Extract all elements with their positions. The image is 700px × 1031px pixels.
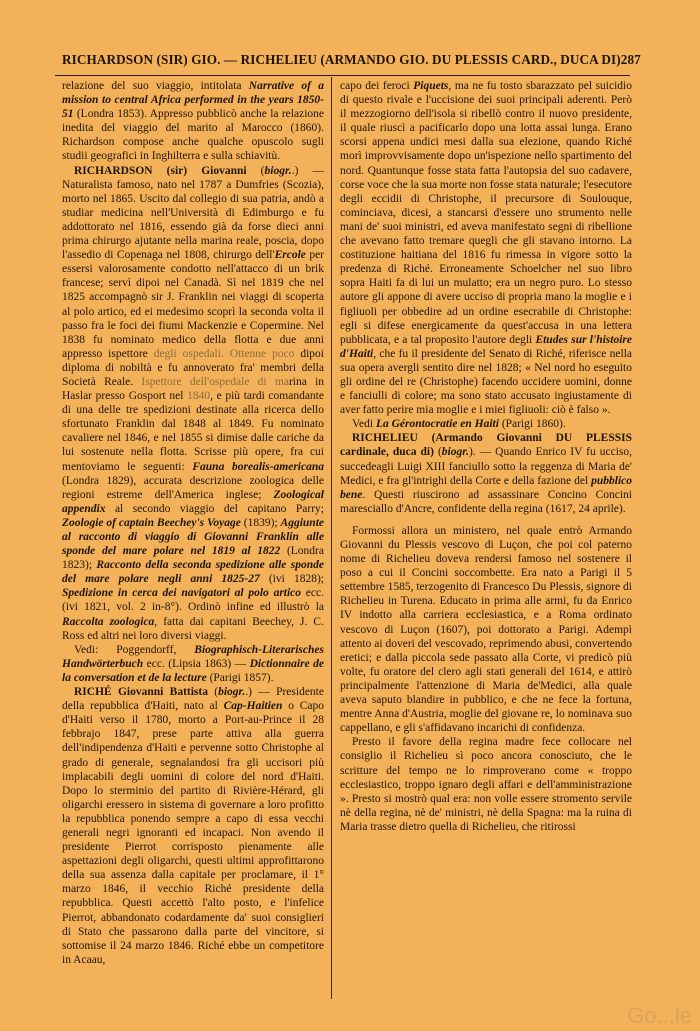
running-title: RICHARDSON (SIR) GIO. — RICHELIEU (ARMANDO GIO. DU PLESSIS CARD., DUCA DI) xyxy=(62,52,621,67)
work-title: Zoological appendix xyxy=(62,488,324,515)
work-title: La Gérontocratie en Haiti xyxy=(375,418,499,431)
running-header xyxy=(62,52,641,68)
faded-text: Ispettore dell'ospedale di ma xyxy=(141,375,289,388)
entry-richardson-giovanni: RICHARDSON (sir) Giovanni (biogr..) — Naturalista famoso, nato nel 1787 a Dumfries (Scozia), morto nel 1865. Uscito dal collegio di sua patria, andò a studiar medicina nell'Università di Edimburgo e fu addottorato nel 1816, essendo già da forse dieci anni prima chirurgo ajutante nella marina reale, poscia, dopo l'assedio di Copenaga nel 1808, chirurgo dell'Ercole per essersi valorosamente condotto nell'attacco di un brik francese; servì dipoi nel Canadà. Sì nel 1819 che nel 1825 accompagnò sir J. Franklin nei viaggi di scoperta al polo artico, ed ei medesimo scoprì la seconda volta il passo fra le foci dei fiumi Mackenzie e Copermine. Nel 1838 fu nominato medico della flotta e due anni appresso ispettore degli ospedali. Ottenne poco dipoi diploma di nobiltà e fu annoverato fra' membri della Società Reale. Ispettore dell'ospedale di marina in Haslar presso Gosport nel 1840, e più tardi comandante di una delle tre spedizioni destinate alla ricerca dello sfortunato Franklin dal 1848 al 1849. Fu nominato cavaliere nel 1846, e nel 1855 si dimise dalle cariche da lui sostenute nella flotta. Scrisse più opere, fra cui mentoviamo le seguenti: Fauna borealis-americana (Londra 1829), accurata descrizione zoologica delle regioni estreme dell'America inglese; Zoological appendix al secondo viaggio del capitano Parry; Zoologie of captain Beechey's Voyage (1839); Aggiunte al racconto di viaggio di Giovanni Franklin alle sponde del mare polare nel 1819 al 1822 (Londra 1823); Racconto della seconda spedizione alle sponde del mare polare negli anni 1825-27 (ivi 1828); Spedizione in cerca dei navigatori al polo artico ecc. (ivi 1821, vol. 2 in-8°). Ordinò infine ed illustrò la Raccolta zoologica, fatta dai capitani Beechey, J. C. Ross ed altri nei loro diversi viaggi. xyxy=(62,164,325,642)
entry-category: biogr. xyxy=(218,686,246,699)
faded-text: 1840 xyxy=(187,390,211,403)
work-title: Fauna borealis-americana xyxy=(192,460,324,473)
left-column xyxy=(62,79,324,967)
page-number: 287 xyxy=(620,52,641,67)
entry-category: biogr. xyxy=(264,164,292,177)
entry-riche: RICHÉ Giovanni Battista (biogr..) — Presidente della repubblica d'Haiti, nato al Cap-Haitien o Capo d'Haiti verso il 1780, morto a Port-au-Prince il 28 febbrajo 1847, prese parte attiva alla guerra dell'indipendenza d'Haiti e pervenne sotto Christophe al grado di generale, segnalandosi fra gli uccisori più implacabili degli uomini di colore del nord d'Haiti. Dopo lo sterminio del partito di Rivière-Hérard, gli oligarchi eressero in sistema di governare a loro profitto la repubblica ponendo sempre a capo di essa vecchi generali negri ignoranti ed incapaci. Non avendo il presidente Pierrot corrisposto pienamente alle aspettazioni degli oligarchi, questi ultimi approfittarono della sua assenza dalla capitale per proclamare, il 1° marzo 1846, il vecchio Riché presidente della repubblica. Questi accettò l'alto posto, e l'infelice Pierrot, abbandonato codardamente da' suoi consiglieri di Stato che passarono dalla parte del vincitore, si sottomise il 24 marzo 1846. Riché ebbe un competitore in Acaau, xyxy=(62,686,325,966)
paragraph-richelieu-council: Presto il favore della regina madre fece collocare nel consiglio il Richelieu sì poco ancora conosciuto, che le scritture del tempo ne lo rimproverano come « troppo ecclesiastico, troppo ignaro degli affari e dell'amministrazione ». Presto si mostrò qual era: non volle essere stromento servile nè della regina, nè de' ministri, nè della Spagna: ma la ruina di Maria trasse dietro quella di Richelieu, che ritirossi xyxy=(340,736,632,833)
references-richardson: Vedi: Poggendorff, Biographisch-Literarisches Handwörterbuch ecc. (Lipsia 1863) — Dictionnaire de la conversation et de la lecture (Parigi 1857). xyxy=(62,643,324,684)
header-rule xyxy=(55,75,630,76)
right-column xyxy=(340,79,632,834)
work-title: Racconto della seconda spedizione alle sponde del mare polare negli anni 1825-27 xyxy=(62,559,324,586)
paragraph-richardson-widow-end: relazione del suo viaggio, intitolata Narrative of a mission to central Africa performed in the years 1850-51 (Londra 1853). Appresso pubblicò anche la relazione inedita del viaggio del marito al Marocco (1860). Richardson compose anche qualche opuscolo sugli studii geografici in Inghilterra e sulla schiavitù. xyxy=(62,80,324,163)
entry-headword: RICHARDSON (sir) Giovanni xyxy=(74,164,247,177)
entry-headword: RICHÉ Giovanni Battista xyxy=(74,686,208,699)
place-name: Cap-Haitien xyxy=(223,700,283,713)
entry-headword: RICHELIEU (Armando Giovanni DU PLESSIS cardinale, duca di) xyxy=(340,432,632,459)
work-title: Dictionnaire de la conversation et de la lecture xyxy=(62,657,324,684)
references-riche: Vedi La Gérontocratie en Haiti (Parigi 1860). xyxy=(352,418,566,431)
work-title: Raccolta zoologica xyxy=(62,615,155,628)
ship-name: Ercole xyxy=(274,249,306,262)
paragraph-richelieu-early-life: Formossi allora un ministero, nel quale entrò Armando Giovanni du Plessis vescovo di Luçon, che poi col paterno nome di Richelieu doveva rendersi famoso nel sostenere il poso a cui il Concini soccombette. Era nato a Parigi il 5 settembre 1585, terzogenito di Francesco Du Plessis, signore di Richelieu in Turena. Educato in prima alle armi, fu da Enrico IV indotto alla carriera ecclesiastica, e a Roma ordinato vescovo di Luçon (1607), poi dottorato a Parigi. Adempì attento ai doveri del vescovado, reprimendo abusi, convertendo eretici; e dalla piccola sede passato alla Corte, vi predicò più volte, fu oratore del clero agli stati generali del 1614, e attirò principalmente l'attenzione di Maria de'Medici, alla quale aveva saputo blandire in pubblico, e che ne fece la fortuna, mentre Anna d'Austria, moglie del giovane re, lo nominava suo cappellano, e gli s'affidavano incarichi di confidenza. xyxy=(340,524,632,735)
group-name: Piquets xyxy=(413,80,449,92)
faction-name: pubblico bene xyxy=(340,474,632,501)
faded-text: degli ospedali. Ottenne poco xyxy=(153,347,295,360)
work-title: Spedizione in cerca dei navigatori al polo artico xyxy=(62,587,302,600)
scan-watermark: Go...le xyxy=(627,1003,692,1028)
work-title: Zoologie of captain Beechey's Voyage xyxy=(62,516,241,529)
entry-richelieu: RICHELIEU (Armando Giovanni DU PLESSIS cardinale, duca di) (biogr.). — Quando Enrico IV fu ucciso, succedeagli Luigi XIII fanciullo sotto la reggenza di Maria de' Medici, e fra gl'intrighi della Corte e della fazione del pubblico bene. Questi riuscirono ad assassinare Concino Concini maresciallo d'Ancre, confidente della regina (1617, 24 aprile). xyxy=(340,432,632,515)
work-title: Aggiunte al racconto di viaggio di Giovanni Franklin alle sponde del mare polare nel 1819 al 1822 xyxy=(62,516,325,558)
entry-category: biogr. xyxy=(441,446,469,459)
paragraph-riche-continued: capo dei feroci Piquets, ma ne fu tosto sbarazzato pel suicidio di questo rivale e l'uccisione dei suoi principali aderenti. Però il mezzogiorno dell'isola si ribellò contro il nuovo presidente, il quale riuscì a pacificarlo dopo una lotta assai lunga. Erano scorsi appena undici mesi dalla sua elezione, quando Riché morì improvvisamente dopo un'ispezione nello spartimento del nord. Quantunque fosse stata fatta l'autopsia del suo cadavere, corse voce che la sua morte non fosse stata naturale; l'esecutore degli eccidii di Christophe, il precursore di Soulouque, cominciava, dicesi, a stancarsi d'essere uno strumento nelle mani de' suoi ministri, ed aveva manifestato segni di ribellione che avevano fatto tremare quegli che gli stavano intorno. La costituzione haitiana del 1816 fu rimessa in vigore sotto la predenza di Riché. Erroneamente Schoelcher nel suo libro sopra Haiti fa di lui un mulatto; era un negro puro. Lo stesso autore gli appone di avere ucciso di propria mano la moglie e i figliuoli per obbedire ad un ordine esecrabile di Christophe: egli si difese energicamente da quest'accusa in una lettera pubblicata, e a tal proposito l'autore degli Etudes sur l'histoire d'Haiti, che fu il presidente del Senato di Riché, riferisce nella sua opera avergli sentito dire nel 1828; « Nel nord ho eseguito gli ordine del re (Christophe) facendo uccidere uomini, donne e fanciulli di colore; ma sono stato accusato ingiustamente di aver fatto perire mia moglie e i miei figliuoli: ciò è falso ». xyxy=(340,80,633,417)
work-title: Biographisch-Literarisches Handwörterbuch xyxy=(62,643,324,670)
work-title: Narrative of a mission to central Africa performed in the years 1850-51 xyxy=(62,80,324,121)
work-title: Etudes sur l'histoire d'Haiti xyxy=(340,333,632,360)
column-divider xyxy=(331,77,332,999)
